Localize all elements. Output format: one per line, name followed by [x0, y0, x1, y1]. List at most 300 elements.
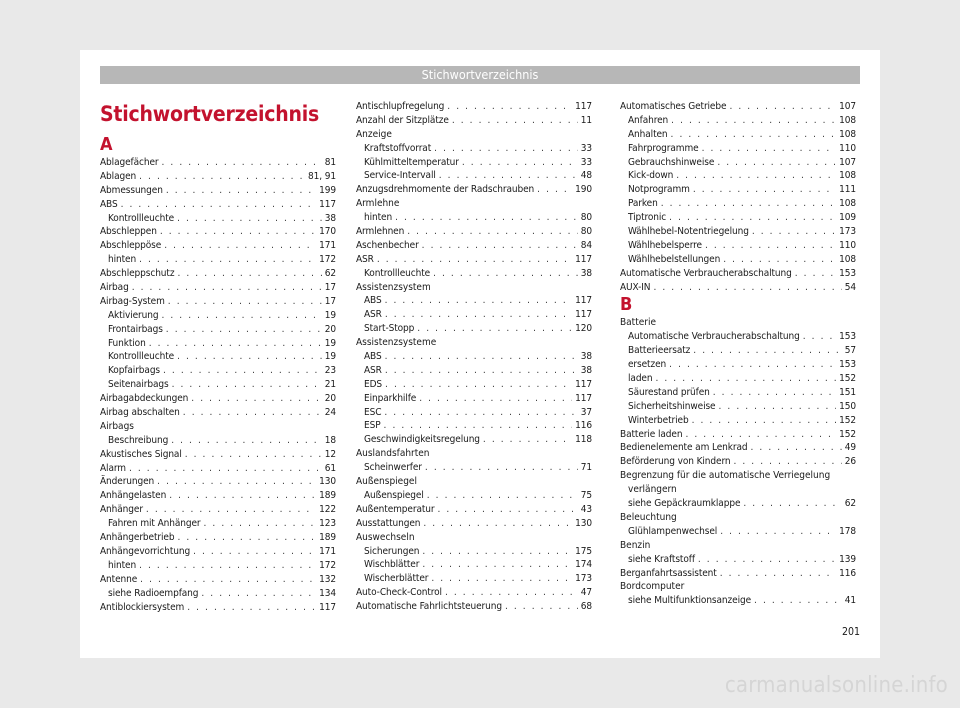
- dot-leader: [720, 525, 836, 539]
- dot-leader: [204, 517, 317, 531]
- dot-leader: [183, 406, 322, 420]
- index-page-ref: 107: [839, 101, 856, 112]
- index-page-ref: 117: [575, 295, 592, 307]
- index-term: Sicherungen: [364, 545, 420, 557]
- dot-leader: [164, 239, 316, 253]
- dot-leader: [385, 308, 572, 322]
- index-entry: [356, 239, 592, 253]
- index-page-ref: 26: [844, 456, 856, 468]
- index-page-ref: 117: [575, 392, 592, 404]
- index-entry: [100, 392, 336, 406]
- index-entry: [356, 419, 592, 433]
- index-entry: [620, 414, 856, 428]
- dot-leader: [139, 559, 316, 573]
- index-page-ref: 107: [839, 156, 856, 168]
- index-entry: [620, 211, 856, 225]
- index-page-ref: 41: [844, 595, 856, 607]
- dot-leader: [717, 156, 836, 170]
- index-term: Anhängelasten: [100, 490, 167, 502]
- dot-leader: [483, 433, 572, 447]
- dot-leader: [447, 100, 572, 114]
- index-heading: Benzin: [620, 539, 651, 551]
- index-page-ref: 33: [580, 142, 592, 154]
- index-term: Frontairbags: [108, 323, 163, 335]
- index-term: Automatische Verbraucherabschaltung: [628, 331, 800, 343]
- index-entry: [100, 406, 336, 420]
- index-entry: [100, 434, 336, 448]
- index-page-ref: 20: [324, 393, 336, 405]
- index-term: Kick-down: [628, 170, 674, 182]
- index-entry: [100, 601, 336, 615]
- dot-leader: [693, 344, 841, 358]
- index-page-ref: 117: [575, 378, 592, 390]
- index-heading: Anzeige: [356, 128, 392, 140]
- dot-leader: [185, 448, 322, 462]
- index-entry: [620, 183, 856, 197]
- dot-leader: [752, 225, 836, 239]
- index-page-ref: 134: [319, 587, 336, 599]
- index-term: Batterie laden: [620, 428, 683, 440]
- dot-leader: [445, 586, 578, 600]
- index-page-ref: 62: [324, 268, 336, 280]
- index-term: Aktivierung: [108, 309, 159, 321]
- index-term: Service-Intervall: [364, 170, 436, 182]
- dot-leader: [754, 594, 842, 608]
- index-page-ref: 62: [844, 498, 856, 510]
- page-title: Stichwortverzeichnis: [100, 102, 320, 126]
- dot-leader: [669, 358, 836, 372]
- index-term: Anfahren: [628, 114, 669, 126]
- dot-leader: [422, 545, 572, 559]
- index-term: Wischerblätter: [364, 573, 429, 585]
- dot-leader: [177, 212, 322, 226]
- index-term: Start-Stopp: [364, 323, 415, 335]
- index-term: ASR: [364, 364, 382, 376]
- dot-leader: [720, 567, 836, 581]
- dot-leader: [157, 475, 316, 489]
- index-term: siehe Gepäckraumklappe: [628, 498, 741, 510]
- index-term: ESP: [364, 420, 381, 432]
- index-page: [80, 50, 880, 658]
- index-entry: [620, 100, 856, 114]
- dot-leader: [385, 364, 578, 378]
- index-column-3: [620, 100, 856, 608]
- index-entry: [620, 225, 856, 239]
- index-page-ref: 178: [839, 525, 856, 537]
- section-letter: B: [620, 294, 633, 316]
- index-entry: [620, 239, 856, 253]
- index-entry: [100, 225, 336, 239]
- index-page-ref: 151: [839, 386, 856, 398]
- index-heading: Begrenzung für die automatische Verriegelung: [620, 470, 831, 482]
- index-heading: Auswechseln: [356, 531, 415, 543]
- index-term: EDS: [364, 378, 383, 390]
- index-page-ref: 171: [319, 545, 336, 557]
- index-entry: [620, 128, 856, 142]
- index-entry: [356, 114, 592, 128]
- index-page-ref: 152: [839, 414, 856, 426]
- index-term: Alarm: [100, 462, 126, 474]
- index-term: Automatisches Getriebe: [620, 101, 727, 112]
- dot-leader: [129, 462, 322, 476]
- index-entry: [100, 462, 336, 476]
- index-entry: [620, 114, 856, 128]
- index-term: Kühlmitteltemperatur: [364, 156, 459, 168]
- dot-leader: [685, 428, 836, 442]
- index-term: Armlehnen: [356, 226, 405, 238]
- dot-leader: [193, 545, 316, 559]
- index-heading: Beleuchtung: [620, 511, 677, 523]
- index-page-ref: 109: [839, 212, 856, 224]
- index-term: siehe Multifunktionsanzeige: [628, 595, 752, 607]
- index-heading: Batterie: [620, 317, 657, 329]
- index-entry: [620, 386, 856, 400]
- index-term: Wischblätter: [364, 559, 420, 571]
- dot-leader: [417, 322, 572, 336]
- index-page-ref: 132: [319, 573, 336, 585]
- index-entry: [100, 212, 336, 226]
- index-page-ref: 189: [319, 490, 336, 502]
- index-term: Beförderung von Kindern: [620, 456, 731, 468]
- index-term: Akustisches Signal: [100, 448, 182, 460]
- index-entry: [100, 545, 336, 559]
- dot-leader: [653, 281, 841, 295]
- index-term: Sicherheitshinweise: [628, 400, 716, 412]
- index-entry: [356, 378, 592, 392]
- index-page-ref: 11: [580, 114, 592, 126]
- index-term: Ausstattungen: [356, 517, 421, 529]
- index-entry: [356, 322, 592, 336]
- index-entry: [356, 169, 592, 183]
- index-term: ESC: [364, 406, 382, 418]
- dot-leader: [692, 414, 837, 428]
- index-heading: Armlehne: [356, 198, 400, 210]
- dot-leader: [427, 489, 578, 503]
- index-page-ref: 108: [839, 253, 856, 265]
- index-page-ref: 18: [324, 434, 336, 446]
- index-page-ref: 33: [580, 156, 592, 168]
- index-page-ref: 150: [839, 400, 856, 412]
- index-page-ref: 172: [319, 254, 336, 266]
- index-term: Anhängerbetrieb: [100, 532, 175, 544]
- index-entry: [100, 239, 336, 253]
- dot-leader: [698, 553, 836, 567]
- index-page-ref: 189: [319, 532, 336, 544]
- index-term: Bedienelemente am Lenkrad: [620, 442, 748, 454]
- dot-leader: [505, 600, 578, 614]
- index-page-ref: 80: [580, 212, 592, 224]
- index-entry: [620, 267, 856, 281]
- index-term: siehe Kraftstoff: [628, 553, 695, 565]
- index-term: Anzugsdrehmomente der Radschrauben: [356, 184, 535, 196]
- index-entry: [620, 553, 856, 567]
- index-page-ref: 47: [580, 587, 592, 599]
- dot-leader: [723, 253, 836, 267]
- index-page-ref: 21: [324, 379, 336, 391]
- dot-leader: [676, 169, 836, 183]
- dot-leader: [384, 419, 573, 433]
- index-entry: [356, 364, 592, 378]
- dot-leader: [425, 461, 578, 475]
- index-term: Funktion: [108, 337, 146, 349]
- index-entry: [356, 267, 592, 281]
- index-entry: [356, 600, 592, 614]
- index-entry: [100, 503, 336, 517]
- dot-leader: [132, 281, 322, 295]
- dot-leader: [743, 497, 841, 511]
- dot-leader: [729, 100, 836, 114]
- index-page-ref: 108: [839, 198, 856, 210]
- dot-leader: [187, 601, 316, 615]
- dot-leader: [795, 267, 836, 281]
- index-term: Außenspiegel: [364, 489, 424, 501]
- index-page-ref: 81: [324, 157, 336, 168]
- dot-leader: [177, 531, 316, 545]
- index-page-ref: 84: [580, 239, 592, 251]
- index-term: Fahren mit Anhänger: [108, 518, 201, 530]
- dot-leader: [705, 239, 836, 253]
- index-entry: [356, 183, 592, 197]
- index-term: Säurestand prüfen: [628, 386, 710, 398]
- index-entry: [620, 525, 856, 539]
- index-heading: verlängern: [628, 484, 677, 496]
- index-page-ref: 12: [324, 448, 336, 460]
- index-term: Notprogramm: [628, 184, 690, 196]
- index-term: Geschwindigkeitsregelung: [364, 434, 480, 446]
- dot-leader: [191, 392, 321, 406]
- index-entry: [356, 142, 592, 156]
- index-entry: [620, 344, 856, 358]
- dot-leader: [140, 573, 316, 587]
- index-entry: [356, 294, 592, 308]
- index-heading: Assistenzsystem: [356, 281, 431, 293]
- index-page-ref: 38: [324, 212, 336, 224]
- index-term: Beschreibung: [108, 434, 169, 446]
- index-term: ABS: [364, 295, 382, 307]
- index-page-ref: 170: [319, 226, 336, 238]
- index-term: Tiptronic: [628, 212, 667, 224]
- index-page-ref: 130: [575, 517, 592, 529]
- index-term: Berganfahrtsassistent: [620, 567, 717, 579]
- dot-leader: [803, 330, 836, 344]
- index-entry: [100, 517, 336, 531]
- index-term: Antenne: [100, 573, 138, 585]
- index-page-ref: 108: [839, 170, 856, 182]
- index-entry: [620, 142, 856, 156]
- dot-leader: [177, 267, 321, 281]
- index-page-ref: 116: [839, 567, 856, 579]
- index-page-ref: 153: [839, 359, 856, 371]
- dot-leader: [168, 295, 322, 309]
- index-page-ref: 80: [580, 226, 592, 238]
- index-entry: [356, 211, 592, 225]
- index-term: Aschenbecher: [356, 239, 419, 251]
- dot-leader: [433, 267, 578, 281]
- dot-leader: [177, 350, 322, 364]
- index-entry: [100, 170, 336, 184]
- index-entry: [356, 517, 592, 531]
- index-term: hinten: [108, 254, 137, 266]
- index-page-ref: 68: [580, 601, 592, 613]
- index-page-ref: 75: [580, 489, 592, 501]
- index-page-ref: 38: [580, 351, 592, 363]
- index-entry: [100, 323, 336, 337]
- index-term: Ablagefächer: [100, 157, 159, 168]
- index-page-ref: 153: [839, 267, 856, 279]
- index-entry: [100, 378, 336, 392]
- index-page-ref: 175: [575, 545, 592, 557]
- dot-leader: [166, 323, 322, 337]
- index-term: Einparkhilfe: [364, 392, 417, 404]
- index-page-ref: 118: [575, 434, 592, 446]
- dot-leader: [719, 400, 837, 414]
- index-page-ref: 174: [575, 559, 592, 571]
- index-entry: [100, 198, 336, 212]
- index-page-ref: 110: [839, 142, 856, 154]
- index-term: Fahrprogramme: [628, 142, 699, 154]
- index-entry: [100, 448, 336, 462]
- index-heading: Auslandsfahrten: [356, 448, 430, 460]
- index-page-ref: 139: [839, 553, 856, 565]
- index-term: Airbag-System: [100, 295, 165, 307]
- index-entry: [620, 253, 856, 267]
- index-entry: [356, 433, 592, 447]
- index-term: siehe Radioempfang: [108, 587, 199, 599]
- dot-leader: [149, 337, 322, 351]
- index-entry: [100, 587, 336, 601]
- index-entry: [100, 267, 336, 281]
- index-entry: [620, 281, 856, 295]
- index-term: Airbagabdeckungen: [100, 393, 189, 405]
- dot-leader: [384, 406, 577, 420]
- dot-leader: [162, 156, 322, 170]
- dot-leader: [121, 198, 317, 212]
- index-entry: [356, 392, 592, 406]
- index-entry: [620, 567, 856, 581]
- index-term: Außentemperatur: [356, 503, 435, 515]
- index-term: laden: [628, 373, 653, 385]
- index-page-ref: 152: [839, 428, 856, 440]
- index-term: Automatische Fahrlichtsteuerung: [356, 601, 502, 613]
- index-page-ref: 19: [324, 351, 336, 363]
- index-term: Auto-Check-Control: [356, 587, 442, 599]
- index-entry: [356, 503, 592, 517]
- dot-leader: [407, 225, 578, 239]
- index-entry: [620, 455, 856, 469]
- index-term: Antiblockiersystem: [100, 601, 185, 613]
- dot-leader: [385, 294, 573, 308]
- index-term: Kontrollleuchte: [108, 212, 175, 224]
- index-entry: [620, 358, 856, 372]
- index-term: Anzahl der Sitzplätze: [356, 114, 449, 126]
- dot-leader: [169, 489, 316, 503]
- index-entry: [100, 253, 336, 267]
- dot-leader: [452, 114, 578, 128]
- index-entry: [356, 100, 592, 114]
- index-term: hinten: [108, 559, 137, 571]
- index-term: Kraftstoffvorrat: [364, 142, 432, 154]
- index-term: Scheinwerfer: [364, 462, 422, 474]
- index-term: ersetzen: [628, 359, 667, 371]
- index-page-ref: 19: [324, 337, 336, 349]
- index-page-ref: 190: [575, 184, 592, 196]
- index-entry: [100, 350, 336, 364]
- index-page-ref: 17: [324, 295, 336, 307]
- index-entry: [356, 572, 592, 586]
- index-page-ref: 123: [319, 518, 336, 530]
- index-entry: [100, 309, 336, 323]
- index-entry: [356, 350, 592, 364]
- index-entry: [100, 337, 336, 351]
- index-page-ref: 117: [319, 198, 336, 210]
- index-term: hinten: [364, 212, 393, 224]
- index-page-ref: 38: [580, 267, 592, 279]
- index-entry: [100, 489, 336, 503]
- index-term: Ablagen: [100, 170, 137, 182]
- index-heading: Airbags: [100, 420, 134, 432]
- dot-leader: [439, 169, 578, 183]
- index-entry: [100, 184, 336, 198]
- dot-leader: [385, 378, 572, 392]
- dot-leader: [419, 392, 572, 406]
- dot-leader: [669, 211, 836, 225]
- dot-leader: [537, 183, 572, 197]
- dot-leader: [395, 211, 578, 225]
- index-term: Batterieersatz: [628, 345, 691, 357]
- index-page-ref: 117: [575, 309, 592, 321]
- index-term: Abschleppöse: [100, 240, 162, 252]
- index-term: Parken: [628, 198, 658, 210]
- index-term: Kontrollleuchte: [108, 351, 175, 363]
- index-column-2: [356, 100, 592, 614]
- index-page-ref: 37: [580, 406, 592, 418]
- dot-leader: [201, 587, 316, 601]
- index-term: Abschleppen: [100, 226, 157, 238]
- index-term: Anhalten: [628, 128, 668, 140]
- index-term: Kopfairbags: [108, 365, 161, 377]
- page-number: 201: [841, 626, 860, 638]
- index-page-ref: 17: [324, 282, 336, 294]
- section-letter: A: [100, 134, 113, 155]
- index-page-ref: 173: [839, 226, 856, 238]
- index-entry: [620, 400, 856, 414]
- index-entry: [356, 406, 592, 420]
- index-page-ref: 122: [319, 504, 336, 516]
- index-page-ref: 48: [580, 170, 592, 182]
- dot-leader: [385, 350, 578, 364]
- running-header: Stichwortverzeichnis: [100, 66, 860, 84]
- index-term: Automatische Verbraucherabschaltung: [620, 267, 792, 279]
- index-page-ref: 130: [319, 476, 336, 488]
- index-term: Kontrollleuchte: [364, 267, 431, 279]
- index-entry: [100, 531, 336, 545]
- index-entry: [100, 573, 336, 587]
- index-page-ref: 152: [839, 373, 856, 385]
- index-page-ref: 24: [324, 407, 336, 419]
- index-term: Wählhebelstellungen: [628, 253, 721, 265]
- index-term: AUX-IN: [620, 281, 651, 293]
- index-entry: [620, 330, 856, 344]
- dot-leader: [431, 572, 572, 586]
- index-term: Wählhebel-Notentriegelung: [628, 226, 749, 238]
- index-heading: Assistenzsysteme: [356, 337, 437, 349]
- index-term: Glühlampenwechsel: [628, 525, 718, 537]
- index-term: Airbag abschalten: [100, 407, 180, 419]
- index-page-ref: 57: [844, 345, 856, 357]
- index-term: ABS: [364, 351, 382, 363]
- index-page-ref: 116: [575, 420, 592, 432]
- watermark: carmanualsonline.info: [724, 673, 948, 698]
